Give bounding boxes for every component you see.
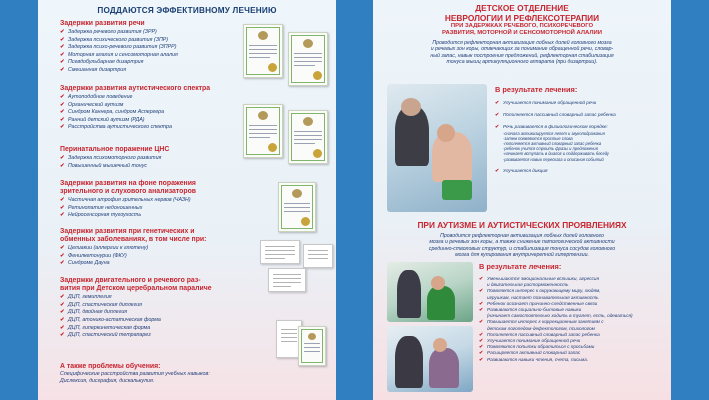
result-item-text: (начинает самостоятельно ходить в туалет, есть, одеваться) [487,313,633,319]
intro-line: и речевых зон коры, отвечающих за понимание обращенной речи, словар- [430,46,614,53]
check-icon: ✔ [479,331,484,338]
autism-section-title: ПРИ АУТИЗМЕ И АУТИСТИЧЕСКИХ ПРОЯВЛЕНИЯХ [417,220,627,230]
therapy-photo-2 [387,262,473,322]
section-title: Задержки развития речи [60,20,145,27]
autism-intro-line: мозга и речевых зон коры, а также снижение патологической активности [429,239,615,246]
section-title-line: зрительного и слухового анализаторов [60,188,197,196]
section-text-line: Дислексия, дисграфия, дискалькулия. [60,377,155,384]
check-icon: ✔ [495,167,500,174]
list-item [60,197,240,205]
section-sensory [60,180,240,220]
result-item-text: Пополняется пассивный словарный запас ребенка [487,331,600,337]
check-icon: ✔ [60,204,65,211]
list-item [60,59,240,67]
list-item-text: Смешанная дизартрия [68,66,127,73]
section-title: Задержки развития аутистического спектра [60,85,211,92]
list-item [60,245,240,253]
list-item [60,94,240,102]
section-title: А также проблемы обучения: [60,363,161,370]
speech-steps-list [503,131,616,162]
check-icon: ✔ [479,350,484,357]
list-item [60,332,240,340]
check-icon: ✔ [60,301,65,308]
check-icon: ✔ [60,197,65,204]
left-header: ПОДДАЮТСЯ ЭФФЕКТИВНОМУ ЛЕЧЕНИЮ [97,6,277,15]
result-item-text: Развиваются социально-бытовые навыки [487,307,582,313]
result-item-text: Улучшается понимание обращенной речи [487,338,581,344]
result-item-text: Развиваются навыки чтения, счета, письма. [487,356,589,362]
certificate-image [243,24,283,78]
check-icon: ✔ [495,124,500,131]
list-item [60,163,240,171]
list-item [60,102,240,110]
list-item [60,37,240,45]
certificate-image [288,110,328,164]
document-image [268,268,306,292]
section-title-line: Задержки двигательного и речевого раз- [60,277,201,284]
department-subtitle-line: ПРИ ЗАДЕРЖКАХ РЕЧЕВОГО, ПСИХОРЕЧЕВОГО [450,23,594,29]
list-item [60,52,240,60]
certificate-image [298,326,326,366]
therapy-photo-3 [387,326,473,392]
results-title: В результате лечения: [479,262,562,271]
check-icon: ✔ [60,116,65,123]
document-image [260,240,300,264]
document-image [303,244,333,268]
section-title: Перинатальное поражение ЦНС [60,146,170,153]
speech-step: -ребенок учится строить фразы и предложения [503,146,598,152]
section-list [60,94,240,132]
list-item-text: Синдром Каннера, синдром Аспергера [68,109,165,116]
list-item [60,67,240,75]
results-list-1 [495,100,616,174]
result-item-text: Появляется интерес к окружающему миру, людям, [487,288,601,294]
speech-step: -пополняется активный словарный запас ребенка [503,141,602,147]
check-icon: ✔ [60,36,65,43]
check-icon: ✔ [495,100,500,106]
list-item-text: Псевдобульбарная дизартрия [68,59,144,66]
list-item-text: ДЦП, спастическая диплегия [68,301,143,308]
list-item-text: Синдроме Дауна [68,260,110,267]
section-title-line: обменных заболеваниях, в том числе при: [60,236,207,244]
list-item [60,44,240,52]
list-item [60,294,240,302]
check-icon: ✔ [60,316,65,323]
check-icon: ✔ [60,294,65,301]
list-item [60,29,240,37]
check-icon: ✔ [60,29,65,35]
result-item: ✔ Пополняется пассивный словарный запас ребенка [495,112,616,119]
result-item: ✔ Улучшается дикция [495,167,548,174]
department-title-line: НЕВРОЛОГИИ И РЕФЛЕКСОТЕРАПИИ [444,12,600,23]
list-item-text: Задержка психомоторного развития [68,155,162,161]
result-item-text: Повышается интерес к коррекционным занятиям с [487,319,604,325]
result-item-text: Уменьшаются эмоциональные вспышки, агрессия [487,276,599,281]
department-subtitle-line: РАЗВИТИЯ, МОТОРНОЙ И СЕНСОМОТОРНОЙ АЛАЛИИ [442,30,602,36]
list-item-text: ДЦП, атонико-астатическая форма [68,316,161,323]
department-subtitle [373,23,671,37]
check-icon: ✔ [60,66,65,73]
list-item-text: ДЦП, гиперкинетическая форма [68,324,151,331]
check-icon: ✔ [479,319,484,326]
list-item [60,317,240,325]
check-icon: ✔ [60,51,65,58]
check-icon: ✔ [60,260,65,267]
section-title-line: вития при Детском церебральном параличе [60,285,212,293]
check-icon: ✔ [60,252,65,259]
result-item-text: детским логопедом-дефектологом, психологом [487,325,595,331]
speech-step: -развивается навык пересказа и описания событий [503,156,604,162]
result-item-text: Появляются попытки обратиться с просьбами [487,344,595,350]
section-genetic [60,228,240,268]
speech-step: -затем появляются простые слова [503,135,573,141]
check-icon: ✔ [479,307,484,314]
right-panel [373,0,671,400]
section-perinatal [60,146,240,170]
list-item-text: Моторная алалия и сенсомоторная алалия [68,51,178,58]
list-item-text: Органический аутизм [68,101,124,108]
list-item [60,253,240,261]
autism-intro-line: срединно-стволовых структур, и стабилизация тонуса сосудов головного [428,245,616,252]
department-title [373,4,671,23]
list-item-text: Нейросенсорная тугоухость [68,212,142,219]
check-icon: ✔ [479,338,484,345]
autism-intro-line: мозга для купирования внутричерепной гипертензии. [455,252,589,259]
check-icon: ✔ [479,344,484,351]
result-item-text: Ребенок осознает причинно-следственные связи [487,300,598,306]
check-icon: ✔ [60,332,65,339]
check-icon: ✔ [60,109,65,116]
result-item-text: и двигательная расторможенность [487,282,569,288]
section-list [60,155,240,170]
department-title-line: ДЕТСКОЕ ОТДЕЛЕНИЕ [475,3,569,13]
list-item [60,124,240,132]
certificate-image [288,32,328,86]
check-icon: ✔ [60,59,65,66]
list-item [60,309,240,317]
certificate-image [243,104,283,158]
autism-intro [389,233,655,259]
list-item-text: Расстройства аутистического спектра [68,124,172,131]
section-text-line: Специфические расстройства развития учебных навыков: [60,371,210,378]
section-list [60,197,240,220]
intro-paragraph [389,40,655,66]
speech-step: -сначала активизируется лепет и звукоподражания [503,130,605,136]
result-item: ✔ Улучшается понимание обращенной речи [495,100,597,106]
check-icon: ✔ [60,101,65,108]
certificate-image [278,182,316,232]
intro-line: Проводится рефлекторная активизация лобных долей головного мозга [432,40,612,46]
check-icon: ✔ [479,356,484,363]
check-icon: ✔ [60,324,65,331]
result-item-text: Расширяется активный словарный запас [487,350,581,356]
check-icon: ✔ [60,162,65,169]
intro-line: ный запас, навык построения предложений, рефлекторная стабилизация [430,52,614,59]
results-list-2 [479,276,633,363]
list-item-text: Ранний детский аутизм (РДА) [68,116,145,123]
results-title: В результате лечения: [495,85,578,94]
intro-line: тонуса мышц артикуляционного аппарата (при дизартрии). [446,59,598,66]
check-icon: ✔ [60,309,65,316]
section-list [60,245,240,268]
section-list [60,294,240,340]
section-title-line: Задержки развития при генетических и [60,228,195,235]
check-icon: ✔ [60,94,65,100]
check-icon: ✔ [60,245,65,252]
section-title-line: Задержки развития на фоне поражения [60,180,196,187]
list-item-text: ДЦП, двойная диплегия [68,309,128,316]
check-icon: ✔ [479,276,484,282]
list-item-text: ДЦП, гемиплегия [68,294,112,301]
therapy-photo-1 [387,84,487,212]
list-item [60,212,240,220]
result-item-text: игрушкам, настает познавательная активность [487,294,599,300]
check-icon: ✔ [60,155,65,161]
list-item-text: Аутоподобное поведение [68,94,133,100]
list-item-text: Задержка психического развития (ЗПР) [68,36,169,43]
section-speech [60,20,240,75]
check-icon: ✔ [60,44,65,51]
section-autism [60,85,240,132]
section-learning [60,363,240,384]
check-icon: ✔ [479,288,484,295]
check-icon: ✔ [495,112,500,119]
list-item-text: Задержка речевого развития (ЗРР) [68,29,157,35]
autism-intro-line: Проводится рефлекторная активизация лобных долей головного [440,233,604,239]
check-icon: ✔ [60,124,65,131]
list-item-text: Частичная атрофия зрительных нервов (ЧАЗН) [68,197,191,204]
result-item: ✔ Речь развивается в физиологическом порядке: -сначала активизируется лепет и звукоподражания -затем появляются простые слова -пополняется активный словарный запас ребенка -ребенок учится строить фразы и предложения -начинает вступать в диалог и поддерживать беседу -развивается навык пересказа и описания событий [495,124,616,161]
result-item [479,357,633,363]
list-item [60,155,240,163]
center-divider [336,0,373,400]
list-item-text: Целиакии (аллергии к глютену) [68,245,149,252]
left-panel [38,0,336,400]
list-item-text: Ретинопатия недоношенных [68,204,143,211]
check-icon: ✔ [60,212,65,219]
section-list [60,29,240,75]
speech-step: -начинает вступать в диалог и поддерживать беседу [503,151,609,157]
list-item [60,260,240,268]
list-item-text: Фенилкетонурии (ФКУ) [68,252,127,259]
section-cerebral-palsy [60,277,240,340]
list-item-text: Задержка психо-речевого развития (ЗПРР) [68,44,177,51]
check-icon: ✔ [479,300,484,307]
list-item-text: Повышенный мышечный тонус [68,162,147,169]
list-item [60,109,240,117]
list-item-text: ДЦП, спастический тетрапарез [68,332,151,339]
